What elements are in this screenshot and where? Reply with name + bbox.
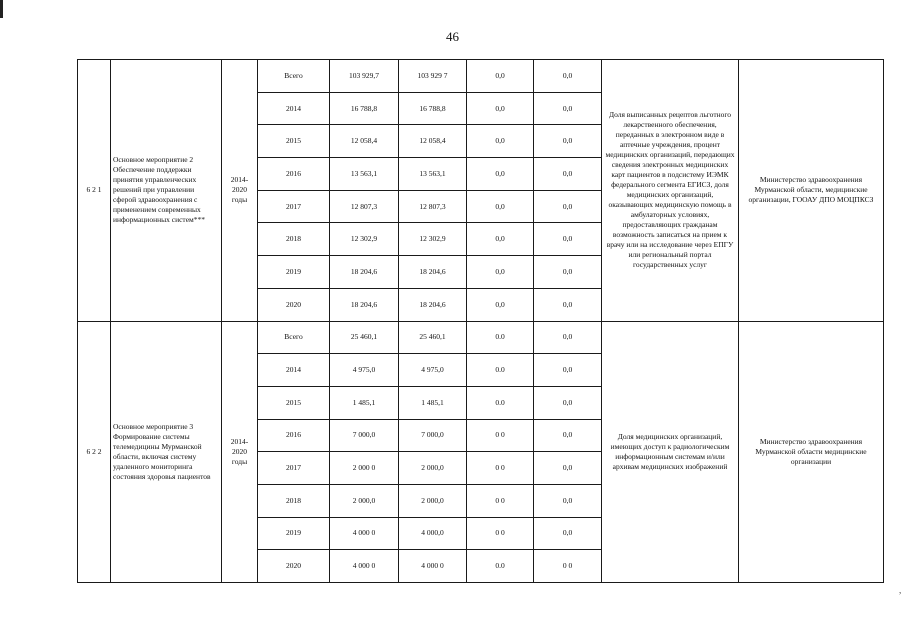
row-total: 13 563,1: [330, 158, 399, 191]
row-regional: 2 000,0: [399, 484, 467, 517]
row-year: 2014: [258, 92, 330, 125]
row-total: 12 302,9: [330, 223, 399, 256]
row-regional: 2 000,0: [399, 452, 467, 485]
measure-code: 6 2 1: [78, 60, 111, 322]
program-table: [77, 59, 884, 583]
row-total: 4 975,0: [330, 354, 399, 387]
measure-period: 2014-2020 годы: [222, 321, 258, 583]
row-regional: 12 807,3: [399, 190, 467, 223]
row-year: 2016: [258, 419, 330, 452]
row-other: 0,0: [534, 125, 602, 158]
row-year: 2019: [258, 517, 330, 550]
row-other: 0,0: [534, 190, 602, 223]
row-regional: 13 563,1: [399, 158, 467, 191]
row-year: 2014: [258, 354, 330, 387]
row-other: 0,0: [534, 158, 602, 191]
row-year: Всего: [258, 321, 330, 354]
row-other: 0,0: [534, 92, 602, 125]
row-total: 7 000,0: [330, 419, 399, 452]
row-other: 0,0: [534, 288, 602, 321]
row-federal: 0.0: [467, 386, 534, 419]
row-federal: 0,0: [467, 190, 534, 223]
row-other: 0,0: [534, 223, 602, 256]
row-regional: 25 460,1: [399, 321, 467, 354]
row-federal: 0.0: [467, 354, 534, 387]
row-total: 2 000,0: [330, 484, 399, 517]
row-other: 0,0: [534, 484, 602, 517]
row-other: 0,0: [534, 256, 602, 289]
row-federal: 0,0: [467, 256, 534, 289]
row-federal: 0 0: [467, 452, 534, 485]
row-regional: 4 000 0: [399, 550, 467, 583]
row-year: 2017: [258, 452, 330, 485]
row-year: 2015: [258, 386, 330, 419]
row-total: 1 485,1: [330, 386, 399, 419]
row-total: 4 000 0: [330, 550, 399, 583]
row-year: 2020: [258, 550, 330, 583]
row-total: 12 058,4: [330, 125, 399, 158]
row-year: 2019: [258, 256, 330, 289]
row-total: 25 460,1: [330, 321, 399, 354]
row-total: 2 000 0: [330, 452, 399, 485]
row-federal: 0,0: [467, 92, 534, 125]
row-federal: 0 0: [467, 419, 534, 452]
row-year: 2020: [258, 288, 330, 321]
row-federal: 0,0: [467, 60, 534, 93]
row-regional: 1 485,1: [399, 386, 467, 419]
indicator-text: Доля медицинских организаций, имеющих доступ к радиологическим информационным системам и/или архивам медицинских изображений: [602, 321, 739, 583]
row-total: 18 204,6: [330, 256, 399, 289]
row-other: 0,0: [534, 452, 602, 485]
row-year: 2018: [258, 223, 330, 256]
page-number: 46: [446, 29, 459, 44]
row-year: 2017: [258, 190, 330, 223]
scan-mark: ,: [899, 585, 902, 595]
row-federal: 0.0: [467, 321, 534, 354]
row-other: 0,0: [534, 386, 602, 419]
row-regional: 7 000,0: [399, 419, 467, 452]
row-regional: 18 204,6: [399, 256, 467, 289]
row-federal: 0.0: [467, 550, 534, 583]
row-other: 0,0: [534, 517, 602, 550]
table-row: [78, 321, 884, 354]
row-other: 0,0: [534, 60, 602, 93]
row-federal: 0,0: [467, 158, 534, 191]
row-regional: 18 204,6: [399, 288, 467, 321]
executor-text: Министерство здравоохранения Мурманской области, медицинские организации, ГООАУ ДПО МОЦПКСЗ: [739, 60, 884, 322]
row-other: 0 0: [534, 550, 602, 583]
row-regional: 4 975,0: [399, 354, 467, 387]
measure-code: 6 2 2: [78, 321, 111, 583]
row-federal: 0,0: [467, 223, 534, 256]
row-other: 0,0: [534, 354, 602, 387]
row-federal: 0,0: [467, 288, 534, 321]
scan-edge-mark: [0, 0, 3, 18]
row-year: 2016: [258, 158, 330, 191]
row-federal: 0 0: [467, 484, 534, 517]
row-year: 2015: [258, 125, 330, 158]
row-total: 103 929,7: [330, 60, 399, 93]
row-regional: 12 058,4: [399, 125, 467, 158]
row-other: 0,0: [534, 419, 602, 452]
measure-name: Основное мероприятие 3 Формирование системы телемедицины Мурманской области, включая систему удаленного мониторинга состояния здоровья пациентов: [111, 321, 222, 583]
row-total: 4 000 0: [330, 517, 399, 550]
measure-period: 2014-2020 годы: [222, 60, 258, 322]
measure-name: Основное мероприятие 2 Обеспечение поддержки принятия управленческих решений при управлении сферой здравоохранения с применением современных информационных систем***: [111, 60, 222, 322]
row-total: 12 807,3: [330, 190, 399, 223]
row-total: 16 788,8: [330, 92, 399, 125]
row-regional: 16 788,8: [399, 92, 467, 125]
row-other: 0,0: [534, 321, 602, 354]
executor-text: Министерство здравоохранения Мурманской области медицинские организации: [739, 321, 884, 583]
row-year: Всего: [258, 60, 330, 93]
indicator-text: Доля выписанных рецептов льготного лекарственного обеспечения, переданных в электронном виде в аптечные учреждения, процент медицинских организаций, передающих сведения электронных медицинских карт пациентов в подсистему ИЭМК федерального сегмента ЕГИСЗ, доля медицинских организаций, оказывающих медицинскую помощь в амбулаторных условиях, предоставляющих гражданам возможность записаться на прием к врачу или на исследование через ЕПГУ или региональный портал государственных услуг: [602, 60, 739, 322]
row-regional: 12 302,9: [399, 223, 467, 256]
table-row: [78, 60, 884, 93]
row-regional: 4 000,0: [399, 517, 467, 550]
row-total: 18 204,6: [330, 288, 399, 321]
row-regional: 103 929 7: [399, 60, 467, 93]
row-year: 2018: [258, 484, 330, 517]
row-federal: 0,0: [467, 125, 534, 158]
row-federal: 0 0: [467, 517, 534, 550]
